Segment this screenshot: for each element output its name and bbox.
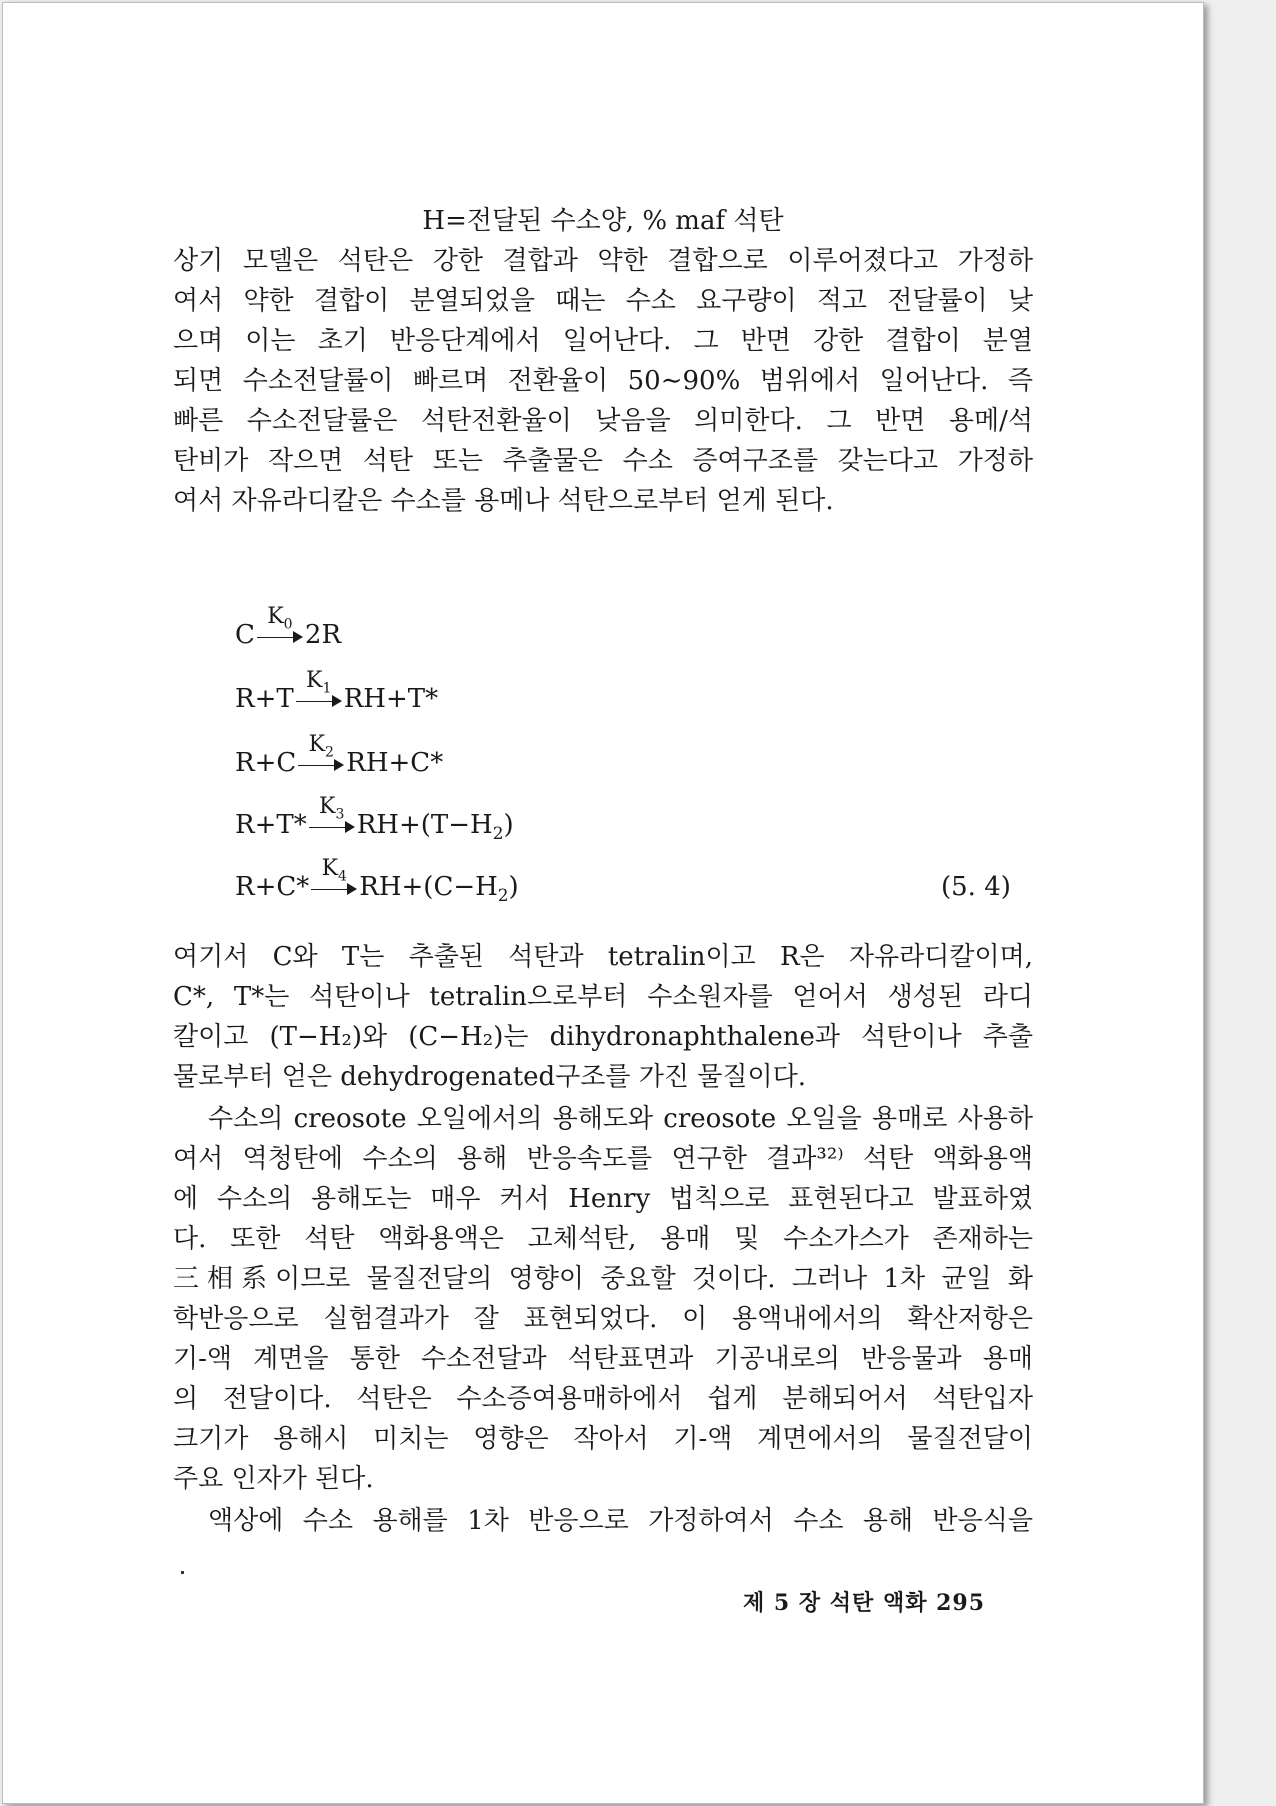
text-line: 여서 역청탄에 수소의 용해 반응속도를 연구한 결과³²⁾ 석탄 액화용액 [173,1144,1033,1174]
text-line: 으며 이는 초기 반응단계에서 일어난다. 그 반면 강한 결합이 분열 [173,326,1033,356]
reaction-arrow [296,732,346,783]
text-line: 탄비가 작으면 석탄 또는 추출물은 수소 증여구조를 갖는다고 가정하 [173,446,1033,476]
equation [235,668,439,719]
rate-constant: $K_0$ [267,604,293,633]
rate-constant: $K_4$ [321,856,347,885]
equation-lhs: C [235,620,255,650]
reaction-arrow [255,604,305,655]
text-line: 되면 수소전달률이 빠르며 전환율이 50∼90% 범위에서 일어난다. 즉 [173,366,1033,396]
text-line: 여서 자유라디칼은 수소를 용메나 석탄으로부터 얻게 된다. [173,486,834,516]
text-line: 물로부터 얻은 dehydrogenated구조를 가진 물질이다. [173,1062,807,1092]
rate-constant: $K_1$ [306,668,332,697]
equation-rhs: RH+C* [346,748,444,778]
equation-rhs: 2R [304,620,342,650]
text-line: 여기서 C와 T는 추출된 석탄과 tetralin이고 R은 자유라디칼이며, [173,942,1033,972]
text-line: 다. 또한 석탄 액화용액은 고체석탄, 용매 및 수소가스가 존재하는 [173,1224,1033,1254]
text-line: 三相系이므로 물질전달의 영향이 중요할 것이다. 그러나 1차 균일 화 [173,1264,1033,1294]
equation-lhs: R+T [235,684,294,714]
text-line: 학반응으로 실험결과가 잘 표현되었다. 이 용액내에서의 확산저항은 [173,1304,1033,1334]
viewer-margin [1206,0,1276,1806]
page-footer: 제 5 장 석탄 액화 295 [743,1590,986,1616]
book-page [2,2,1204,1804]
text-line: 주요 인자가 된다. [173,1464,374,1494]
rate-constant: $K_2$ [308,732,334,761]
equation-rhs: RH+(C−H [359,872,498,902]
text-line: 수소의 creosote 오일에서의 용해도와 creosote 오일을 용매로 사용하 [208,1104,1033,1134]
equation: R+C* $K_4$ $RH+(C-H_2)$ [235,867,519,907]
equation-lhs: R+C [235,748,297,778]
reaction-arrow [294,668,344,719]
equation-lhs: R+T* [235,810,307,840]
text-line: 액상에 수소 용해를 1차 반응으로 가정하여서 수소 용해 반응식을 [208,1506,1033,1536]
equation-lhs: R+C* [235,872,310,902]
equation-number: (5. 4) [941,872,1011,902]
text-line: 에 수소의 용해도는 매우 커서 Henry 법칙으로 표현된다고 발표하였 [173,1184,1033,1214]
text-line: 상기 모델은 석탄은 강한 결합과 약한 결합으로 이루어졌다고 가정하 [173,246,1033,276]
text-line: C*, T*는 석탄이나 tetralin으로부터 수소원자를 얻어서 생성된 라디 [173,982,1033,1012]
equation-rhs: RH+(T−H [356,810,493,840]
scan-speck [181,1571,184,1574]
text-line: 칼이고 (T−H₂)와 (C−H₂)는 dihydronaphthalene과 석탄이나 추출 [173,1022,1033,1052]
equation-rhs: RH+T* [343,684,439,714]
text-line: 빠른 수소전달률은 석탄전환율이 낮음을 의미한다. 그 반면 용메/석 [173,406,1033,436]
equation [235,604,342,655]
text-line: 크기가 용해시 미치는 영향은 작아서 기-액 계면에서의 물질전달이 [173,1424,1033,1454]
reaction-arrow [307,794,357,845]
text-line: 의 전달이다. 석탄은 수소증여용매하에서 쉽게 분해되어서 석탄입자 [173,1384,1033,1414]
equation [235,732,444,783]
text-line: 기-액 계면을 통한 수소전달과 석탄표면과 기공내로의 반응물과 용매 [173,1344,1033,1374]
definition-line: H=전달된 수소양, % maf 석탄 [422,206,784,236]
text-line: 여서 약한 결합이 분열되었을 때는 수소 요구량이 적고 전달률이 낮 [173,286,1033,316]
reaction-arrow [309,856,359,907]
equation: R+T* $K_3$ $RH+(T-H_2)$ [235,805,514,845]
rate-constant: $K_3$ [319,794,345,823]
